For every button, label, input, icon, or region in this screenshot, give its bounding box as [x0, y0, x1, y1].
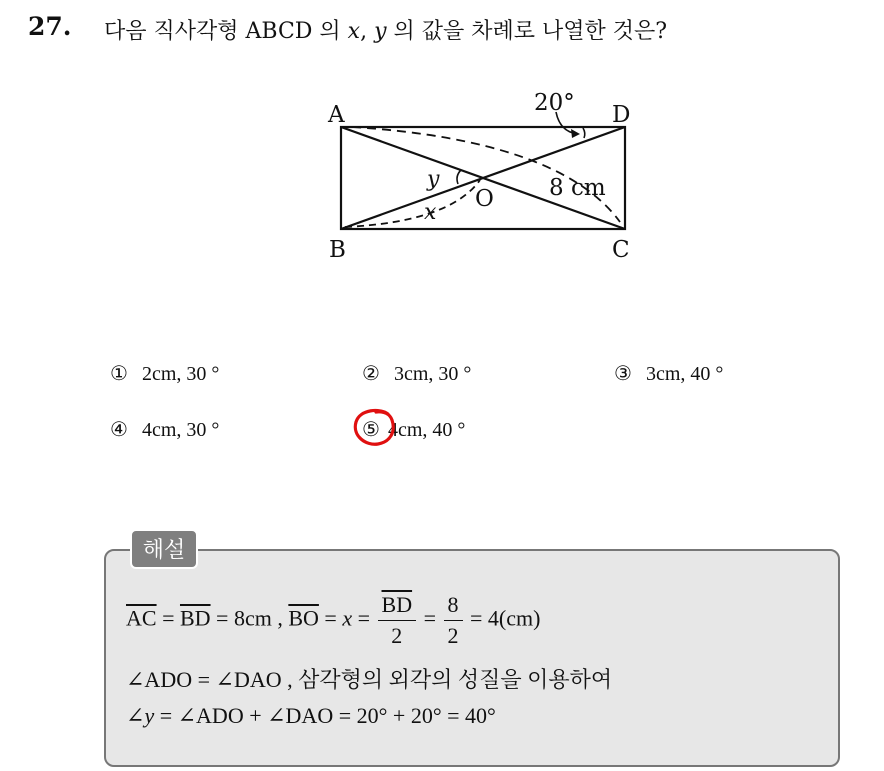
segment-bo: $\overline{BO}$ — [288, 605, 319, 631]
equals-sign: = — [318, 605, 343, 631]
choice-3[interactable] — [614, 361, 723, 386]
equals-sign: = — [418, 605, 442, 631]
solution-line-1 — [126, 590, 540, 651]
solution-line-3 — [126, 703, 496, 729]
question-var-y: y — [374, 19, 387, 44]
angle-arc-d — [583, 128, 585, 138]
angle-arc-y — [457, 170, 461, 184]
solution-tag: 해설 — [130, 529, 198, 569]
fraction-bd-over-2 — [378, 590, 417, 651]
question-text-after: 의 값을 차례로 나열한 것은? — [386, 19, 668, 44]
solution-box — [104, 549, 840, 767]
choice-text: 2cm, 30 ° — [141, 363, 220, 385]
choice-mark: ② — [362, 363, 380, 385]
fraction-numerator: $\overline{BD}$ — [378, 590, 417, 621]
answer-circle-mark — [350, 406, 402, 450]
choice-text: 4cm, 40 ° — [387, 419, 466, 441]
segment-ac: $\overline{AC}$ — [126, 605, 157, 631]
choice-text: 4cm, 30 ° — [141, 419, 220, 441]
choice-text: 3cm, 30 ° — [393, 363, 472, 385]
choice-mark: ① — [110, 363, 128, 385]
question-comma: , — [360, 19, 375, 44]
segment-bd: $\overline{BD}$ — [179, 605, 211, 631]
label-b: B — [329, 237, 346, 263]
var-x: x — [342, 605, 353, 631]
fraction-numerator: 8 — [444, 590, 463, 621]
question-number: 27. — [28, 12, 72, 41]
question-text-before: 다음 직사각형 ABCD 의 — [104, 19, 348, 44]
label-d: D — [612, 102, 631, 128]
fraction-denominator: 2 — [447, 623, 459, 648]
choice-mark: ③ — [614, 363, 632, 385]
fraction-denominator: 2 — [391, 623, 403, 648]
label-angle-20: 20° — [534, 90, 575, 116]
label-o: O — [475, 186, 494, 212]
label-a: A — [328, 102, 345, 128]
equals-8cm: = 8cm , — [210, 605, 289, 631]
label-length-8cm: 8 cm — [549, 175, 606, 201]
fraction-8-over-2 — [444, 590, 463, 651]
label-x: x — [424, 200, 437, 225]
solution-line-2: ∠ADO = ∠DAO , 삼각형의 외각의 성질을 이용하여 — [126, 667, 613, 692]
choice-mark: ⑤ — [362, 419, 380, 441]
label-y: y — [427, 167, 440, 192]
question-var-x: x — [347, 19, 361, 44]
equals-sign: = — [156, 605, 180, 631]
angle-symbol: ∠ — [126, 703, 145, 728]
choice-4[interactable] — [110, 417, 219, 442]
choice-2[interactable] — [362, 361, 471, 386]
label-c: C — [612, 237, 630, 263]
equals-sign: = — [352, 605, 376, 631]
rectangle-diagram — [0, 0, 884, 300]
var-y: y — [144, 703, 155, 728]
choice-1[interactable] — [110, 361, 219, 386]
arrow-head-icon — [571, 129, 580, 138]
choice-mark: ④ — [110, 419, 128, 441]
angle-sum-text: = ∠ADO + ∠DAO = 20° + 20° = 40° — [154, 703, 496, 728]
result-4cm: = 4(cm) — [464, 605, 541, 631]
choice-text: 3cm, 40 ° — [645, 363, 724, 385]
